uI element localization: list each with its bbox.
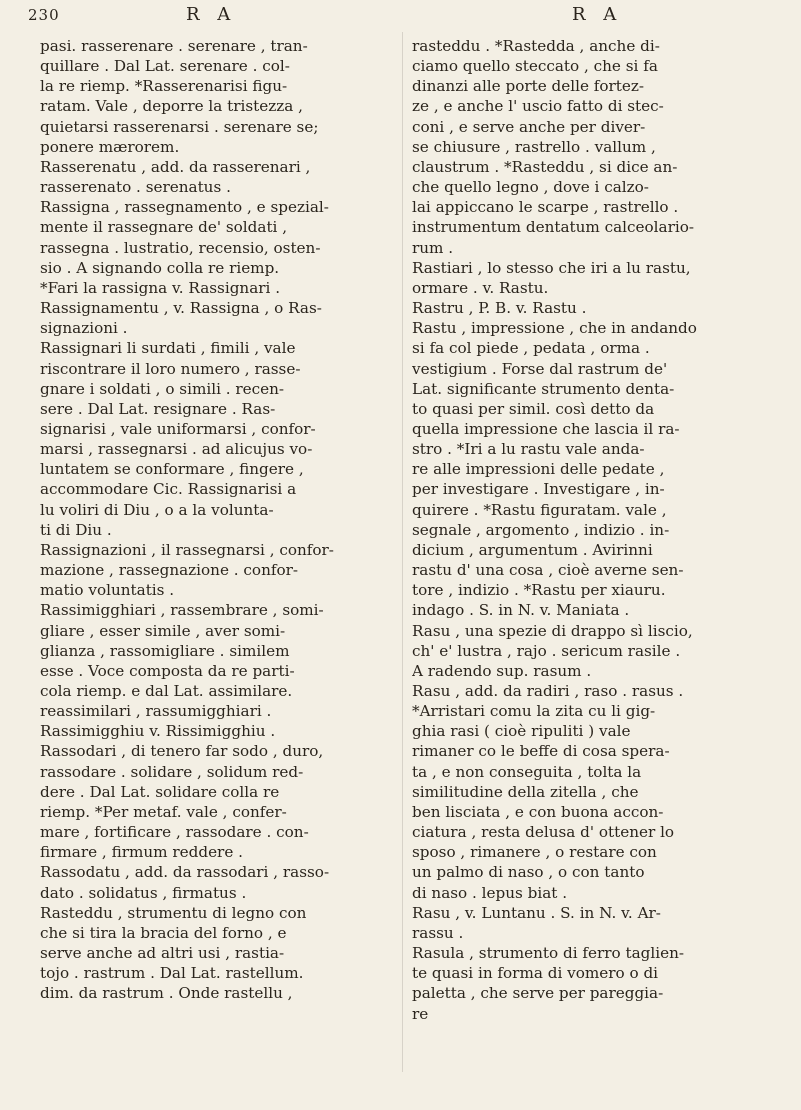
text-line: vestigium . Forse dal rastrum de' <box>412 359 668 378</box>
text-line: ciatura , resta delusa d' ottener lo <box>412 823 675 842</box>
text-line: che si tira la bracia del forno , e <box>40 923 287 942</box>
text-line: pasi. rasserenare . serenare , tran- <box>40 37 308 55</box>
text-line: quirere . *Rastu figuratam. vale , <box>412 500 667 519</box>
text-line: Rasserenatu , add. da rasserenari , <box>40 157 311 176</box>
text-line: Rassodatu , add. da rassodari , rasso- <box>40 863 330 882</box>
text-line: *Arristari comu la zita cu li gig- <box>412 702 656 721</box>
text-line: matio voluntatis . <box>40 581 175 600</box>
text-line: gnare i soldati , o simili . recen- <box>40 379 285 398</box>
text-line: Rasu , v. Luntanu . S. in N. v. Ar- <box>412 903 661 922</box>
text-line: tojo . rastrum . Dal Lat. rastellum. <box>40 964 304 983</box>
page-number: 230 <box>28 6 60 24</box>
text-line: marsi , rassegnarsi . ad alicujus vo- <box>40 440 313 459</box>
text-line: segnale , argomento , indizio . in- <box>412 520 670 539</box>
text-line: rassu . <box>412 923 464 942</box>
text-line: coni , e serve anche per diver- <box>412 117 646 136</box>
text-line: Rasteddu , strumentu di legno con <box>40 903 307 922</box>
text-line: stro . *Iri a lu rastu vale anda- <box>412 440 645 459</box>
running-head-left: R A <box>186 4 237 25</box>
text-line: ze , e anche l' uscio fatto di stec- <box>412 97 664 116</box>
text-line: A radendo sup. rasum . <box>412 661 592 680</box>
text-line: rassodare . solidare , solidum red- <box>40 762 304 781</box>
text-line: paletta , che serve per pareggia- <box>412 984 664 1003</box>
text-line: sere . Dal Lat. resignare . Ras- <box>40 399 276 418</box>
text-line: te quasi in forma di vomero o di <box>412 964 659 983</box>
text-line: serve anche ad altri usi , rastia- <box>40 944 285 963</box>
text-line: Rastu , impressione , che in andando <box>412 319 697 338</box>
text-line: ratam. Vale , deporre la tristezza , <box>40 97 303 116</box>
text-line: lai appiccano le scarpe , rastrello . <box>412 198 679 217</box>
text-line: indago . S. in N. v. Maniata . <box>412 601 630 620</box>
text-line: signarisi , vale uniformarsi , confor- <box>40 419 316 438</box>
text-line: dinanzi alle porte delle fortez- <box>412 77 645 96</box>
text-line: ponere mærorem. <box>40 137 180 156</box>
text-line: Rassignazioni , il rassegnarsi , confor- <box>40 540 334 559</box>
text-line: quella impressione che lascia il ra- <box>412 419 680 438</box>
text-line: Rassignari li surdati , fimili , vale <box>40 339 296 358</box>
text-line: claustrum . *Rasteddu , si dice an- <box>412 157 678 176</box>
text-line: *Fari la rassigna v. Rassignari . <box>40 278 281 297</box>
left-column <box>40 36 396 1004</box>
text-line: la re riemp. *Rasserenarisi figu- <box>40 77 288 96</box>
text-line: ti di Diu . <box>40 520 112 539</box>
text-line: similitudine della zitella , che <box>412 782 639 801</box>
text-line: ciamo quello steccato , che si fa <box>412 57 658 76</box>
text-line: rum . <box>412 238 454 257</box>
text-line: cola riemp. e dal Lat. assimilare. <box>40 682 293 700</box>
text-line: rasteddu . *Rastedda , anche di- <box>412 37 660 55</box>
text-line: Rasu , una spezie di drappo sì liscio, <box>412 621 693 640</box>
text-line: quietarsi rasserenarsi . serenare se; <box>40 117 319 136</box>
text-line: un palmo di naso , o con tanto <box>412 863 645 882</box>
text-line: Rastiari , lo stesso che iri a lu rastu, <box>412 258 691 277</box>
text-line: signazioni . <box>40 319 128 338</box>
text-line: gliare , esser simile , aver somi- <box>40 621 286 640</box>
text-line: dicium , argumentum . Avirinni <box>412 540 653 559</box>
text-line: Rassodari , di tenero far sodo , duro, <box>40 742 324 761</box>
right-column <box>412 36 778 1024</box>
text-line: rimaner co le beffe di cosa spera- <box>412 742 670 761</box>
text-line: se chiusure , rastrello . vallum , <box>412 137 656 156</box>
text-line: glianza , rassomigliare . similem <box>40 641 290 660</box>
text-line: ghia rasi ( cioè ripuliti ) vale <box>412 722 631 741</box>
text-line: esse . Voce composta da re parti- <box>40 661 295 680</box>
text-line: reassimilari , rassumigghiari . <box>40 702 272 721</box>
text-line: riscontrare il loro numero , rasse- <box>40 359 301 378</box>
text-line: ben lisciata , e con buona accon- <box>412 802 664 821</box>
text-line: che quello legno , dove i calzo- <box>412 178 649 197</box>
text-line: dato . solidatus , firmatus . <box>40 883 247 902</box>
text-line: instrumentum dentatum calceolario- <box>412 218 694 237</box>
text-line: si fa col piede , pedata , orma . <box>412 339 650 358</box>
text-line: firmare , firmum reddere . <box>40 843 243 862</box>
text-line: Rassimigghiu v. Rissimigghiu . <box>40 722 276 741</box>
text-line: luntatem se conformare , fingere , <box>40 460 304 479</box>
text-line: per investigare . Investigare , in- <box>412 480 665 499</box>
text-line: Rassigna , rassegnamento , e spezial- <box>40 198 329 217</box>
text-line: Rasu , add. da radiri , raso . rasus . <box>412 682 684 700</box>
column-divider <box>402 32 403 1072</box>
text-line: ormare . v. Rastu. <box>412 278 549 297</box>
text-line: rassegna . lustratio, recensio, osten- <box>40 238 321 257</box>
text-line: dim. da rastrum . Onde rastellu , <box>40 984 293 1003</box>
text-line: Rassignamentu , v. Rassigna , o Ras- <box>40 299 322 318</box>
text-line: Rassimigghiari , rassembrare , somi- <box>40 601 324 620</box>
text-line: mazione , rassegnazione . confor- <box>40 561 299 580</box>
text-line: ta , e non conseguita , tolta la <box>412 762 642 781</box>
text-line: Rasula , strumento di ferro taglien- <box>412 944 684 963</box>
running-head-right: R A <box>572 4 623 25</box>
text-line: to quasi per simil. così detto da <box>412 399 655 418</box>
text-line: accommodare Cic. Rassignarisi a <box>40 480 297 499</box>
text-line: rastu d' una cosa , cioè averne sen- <box>412 561 684 580</box>
text-line: ch' e' lustra , rajo . sericum rasile . <box>412 641 681 660</box>
text-line: sposo , rimanere , o restare con <box>412 843 657 862</box>
text-line: quillare . Dal Lat. serenare . col- <box>40 57 290 76</box>
text-line: tore , indizio . *Rastu per xiauru. <box>412 581 666 600</box>
text-line: re <box>412 1004 429 1023</box>
text-line: dere . Dal Lat. solidare colla re <box>40 782 280 801</box>
text-line: Lat. significante strumento denta- <box>412 379 675 398</box>
text-line: sio . A signando colla re riemp. <box>40 258 280 277</box>
text-line: Rastru , P. B. v. Rastu . <box>412 299 587 318</box>
text-line: riemp. *Per metaf. vale , confer- <box>40 802 287 821</box>
text-line: lu voliri di Diu , o a la volunta- <box>40 500 274 519</box>
text-line: mare , fortificare , rassodare . con- <box>40 823 309 842</box>
text-line: mente il rassegnare de' soldati , <box>40 218 288 237</box>
text-line: di naso . lepus biat . <box>412 883 568 902</box>
text-line: re alle impressioni delle pedate , <box>412 460 665 479</box>
text-line: rasserenato . serenatus . <box>40 178 231 197</box>
